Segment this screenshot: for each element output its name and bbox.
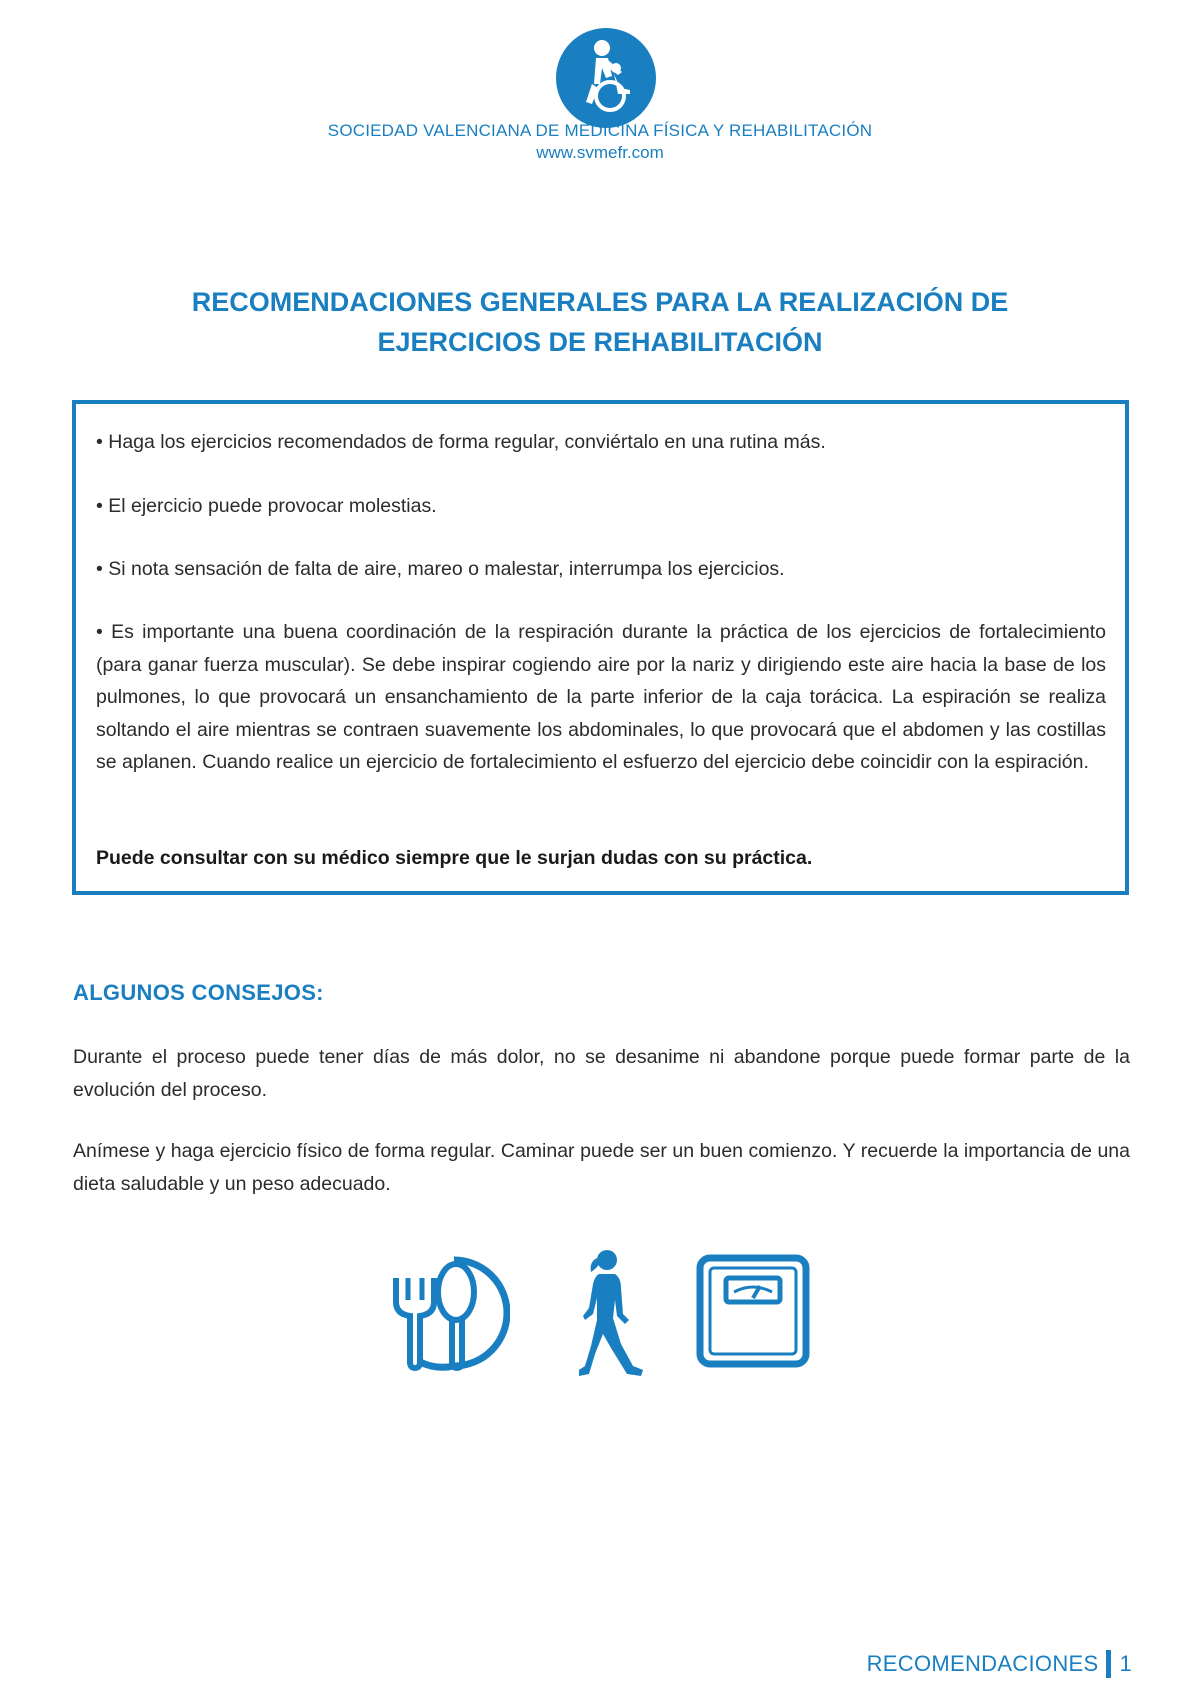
tip-paragraph: Durante el proceso puede tener días de más dolor, no se desanime ni abandone porque puede formar parte de la evolución del proceso. — [73, 1046, 1130, 1101]
tips-heading: ALGUNOS CONSEJOS: — [73, 980, 324, 1005]
walking-woman-icon — [575, 1248, 647, 1378]
fork-spoon-plate-icon — [392, 1254, 510, 1372]
page-title-line-2: EJERCICIOS DE REHABILITACIÓN — [377, 327, 823, 357]
recommendation-item: • Haga los ejercicios recomendados de forma regular, conviértalo en una rutina más. — [96, 431, 826, 453]
recommendation-item: • Si nota sensación de falta de aire, mareo o malestar, interrumpa los ejercicios. — [96, 558, 785, 580]
society-logo-icon — [556, 28, 656, 128]
recommendation-note: Puede consultar con su médico siempre que le surjan dudas con su práctica. — [96, 847, 813, 869]
recommendation-item: • El ejercicio puede provocar molestias. — [96, 495, 437, 517]
tip-paragraph: Anímese y haga ejercicio físico de forma regular. Caminar puede ser un buen comienzo. Y recuerde la importancia de una dieta saludable y un peso adecuado. — [73, 1140, 1130, 1195]
page-title-line-1: RECOMENDACIONES GENERALES PARA LA REALIZACIÓN DE — [191, 287, 1009, 317]
page-number: 1 — [1119, 1651, 1132, 1676]
footer-section-label: RECOMENDACIONES — [866, 1651, 1099, 1676]
organization-url[interactable]: www.svmefr.com — [536, 143, 664, 162]
recommendation-item: • Es importante una buena coordinación de la respiración durante la práctica de los ejercicios de fortalecimiento (para ganar fuerza muscular). Se debe inspirar cogiendo aire por la nariz y dirigiendo este aire hacia la base de los pulmones, lo que provocará un ensanchamiento de la parte inferior de la caja torácica. La espiración se realiza soltando el aire mientras se contraen suavemente los abdominales, lo que provocará que el abdomen y las costillas se aplanen. Cuando realice un ejercicio de fortalecimiento el esfuerzo del ejercicio debe coincidir con la espiración. — [96, 621, 1106, 773]
footer-divider — [1106, 1650, 1111, 1678]
weighing-scale-icon — [696, 1254, 810, 1368]
recommendations-box — [72, 400, 1129, 895]
page-title — [0, 282, 1200, 362]
page-footer — [867, 1650, 1132, 1678]
organization-name: SOCIEDAD VALENCIANA DE MEDICINA FÍSICA Y REHABILITACIÓN — [327, 121, 873, 140]
